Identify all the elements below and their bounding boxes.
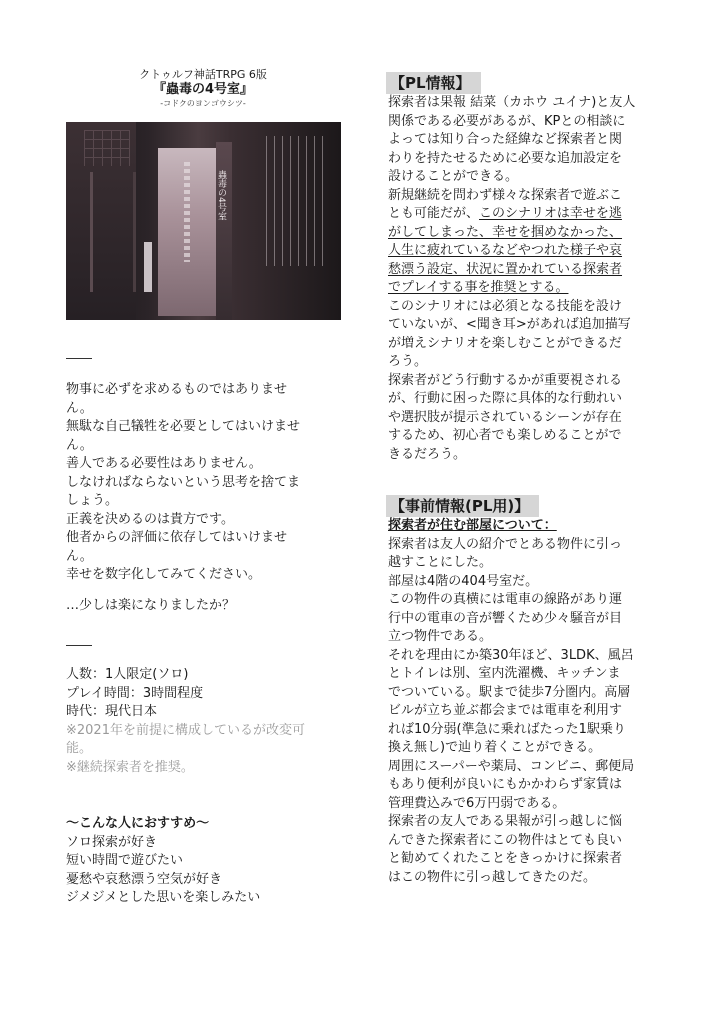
pre-info-heading: 【事前情報(PL用)】: [386, 495, 539, 517]
recommended-setting-emphasis: 愁漂う設定、状況に置かれている探索者: [388, 261, 623, 277]
recommend-heading: 〜こんな人におすすめ〜: [66, 816, 210, 831]
intro-line: しょう。: [66, 493, 119, 508]
pl-line: や選択肢が提示されているシーンが存在: [388, 409, 622, 425]
intro-text: [66, 381, 346, 615]
cover-pipe: [90, 172, 136, 292]
pl-line: 設けることができる。: [388, 169, 519, 184]
pre-info-text: [388, 536, 663, 888]
pl-line: [388, 205, 663, 224]
pre-line: と勧めてくれたことをきっかけに探索者: [388, 851, 623, 866]
pre-line: 探索者の友人である果報が引っ越しに悩: [388, 814, 623, 829]
pre-line: れば10分弱(準急に乗ればたった1駅乗り: [388, 721, 626, 737]
cover-image: [66, 122, 341, 320]
intro-line: 善人である必要性はありません。: [66, 456, 262, 471]
pre-line: 立つ物件である。: [388, 629, 493, 644]
intro-line: ん。: [66, 437, 93, 453]
intro-line: 正義を決めるのは貴方です。: [66, 511, 234, 527]
pre-line: 周囲にスーパーや薬局、コンビニ、郵便局: [388, 758, 635, 774]
intro-line: 物事に必ずを求めるものではありませ: [66, 382, 288, 397]
recommended-setting-emphasis: がしてしまった、幸せを掴めなかった、: [388, 224, 623, 240]
era: 時代：現代日本: [66, 704, 158, 719]
pl-line-plain: とも可能だが、: [388, 206, 480, 221]
pre-line: とトイレは別、室内洗濯機、キッチンま: [388, 666, 621, 681]
pre-line: 探索者は友人の紹介でとある物件に引っ: [388, 536, 623, 552]
series-label: クトゥルフ神話TRPG 6版: [139, 68, 267, 81]
pre-line: この物件の真横には電車の線路があり運: [388, 592, 623, 607]
intro-line: 他者からの評価に依存してはいけませ: [66, 530, 288, 545]
pre-line: 部屋は4階の404号室だ。: [388, 573, 539, 589]
recommended-setting-emphasis: 人生に疲れているなどやつれた様子や哀: [388, 243, 623, 258]
pl-line: 新規継続を問わず様々な探索者で遊ぶこ: [388, 187, 623, 203]
intro-line: ん。: [66, 548, 93, 564]
era-note: ※2021年を前提に構成しているが改変可: [66, 722, 305, 738]
recommended-setting-emphasis: でプレイする事を推奨とする。: [388, 280, 569, 295]
intro-line: しなければならないという思考を捨てま: [66, 474, 301, 490]
pl-line: が、行動に困った際に具体的な行動れい: [388, 391, 623, 406]
pl-line: するため、初心者でも楽しめることがで: [388, 428, 622, 443]
pre-line: もあり便利が良いにもかかわらず家賃は: [388, 777, 623, 792]
pl-line: 探索者がどう行動するかが重要視される: [388, 372, 623, 388]
recommend-list: [66, 834, 346, 908]
pl-line: 関係である必要があるが、KPとの相談に: [388, 113, 626, 129]
recommend-item: ジメジメとした思いを楽しみたい: [66, 890, 261, 905]
recommended-setting-emphasis: このシナリオは幸せを逃: [479, 206, 622, 221]
pl-line: きるだろう。: [388, 446, 467, 462]
scenario-facts: [66, 666, 346, 777]
title-reading: -コドクのヨンゴウシツ-: [160, 99, 246, 108]
left-column: [66, 68, 346, 908]
cover-text-column: [184, 162, 190, 262]
divider: [66, 358, 92, 359]
recommend-item: ソロ探索が好き: [66, 834, 158, 850]
intro-line: 幸せを数字化してみてください。: [66, 567, 262, 582]
pre-line: 行中の電車の音が響くため少々騒音が目: [388, 610, 623, 626]
play-time: プレイ時間：3時間程度: [66, 685, 204, 701]
pre-info-subheading: 探索者が住む部屋について：: [388, 518, 557, 533]
pl-line: ていないが、<聞き耳>があれば追加描写: [388, 317, 631, 332]
pl-line: ろう。: [388, 354, 428, 369]
pre-line: それを理由にか築30年ほど、3LDK、風呂: [388, 647, 634, 663]
intro-closing: …少しは楽になりましたか？: [66, 597, 236, 613]
pre-line: はこの物件に引っ越してきたのだ。: [388, 869, 597, 885]
pre-line: 換え無し)で辿り着くことができる。: [388, 740, 602, 755]
scenario-title: 『蟲毒の4号室』: [152, 82, 254, 97]
cover-vertical-title: 蟲毒の4号室: [216, 170, 226, 221]
pl-line: わりを持たせるために必要な追加設定を: [388, 150, 623, 166]
recommend-item: 短い時間で遊びたい: [66, 853, 184, 868]
players-count: 人数：1人限定(ソロ): [66, 667, 189, 682]
pl-info-heading: 【PL情報】: [386, 72, 481, 94]
cover-light: [144, 242, 152, 292]
era-note-cont: 能。: [66, 741, 93, 756]
pre-line: でついている。駅まで徒歩7分圏内。高層: [388, 684, 631, 700]
pre-line: ビルが立ち並ぶ都会までは電車を利用す: [388, 703, 623, 718]
pl-line: よっては知り合った経緯など探索者と関: [388, 132, 623, 147]
pl-line: が増えシナリオを楽しむことができるだ: [388, 335, 622, 351]
pl-line: このシナリオには必須となる技能を設け: [388, 298, 622, 314]
intro-line: ん。: [66, 400, 93, 416]
intro-line: 無駄な自己犠牲を必要としてはいけませ: [66, 419, 301, 434]
right-column: [388, 72, 663, 887]
cover-window-grid: [84, 130, 130, 166]
pl-line: 探索者は果報 結菜（カホウ ユイナ)と友人: [388, 95, 636, 110]
pre-line: 管理費込みで6万円弱である。: [388, 795, 566, 811]
pl-info-text: [388, 94, 663, 464]
pre-line: 越すことにした。: [388, 555, 493, 570]
recommend-item: 憂愁や哀愁漂う空気が好き: [66, 871, 223, 887]
continuing-note: ※継続探索者を推奨。: [66, 759, 194, 775]
cover-text-panel: [262, 136, 334, 276]
pre-line: んできた探索者にこの物件はとても良い: [388, 832, 623, 848]
divider: [66, 645, 92, 646]
